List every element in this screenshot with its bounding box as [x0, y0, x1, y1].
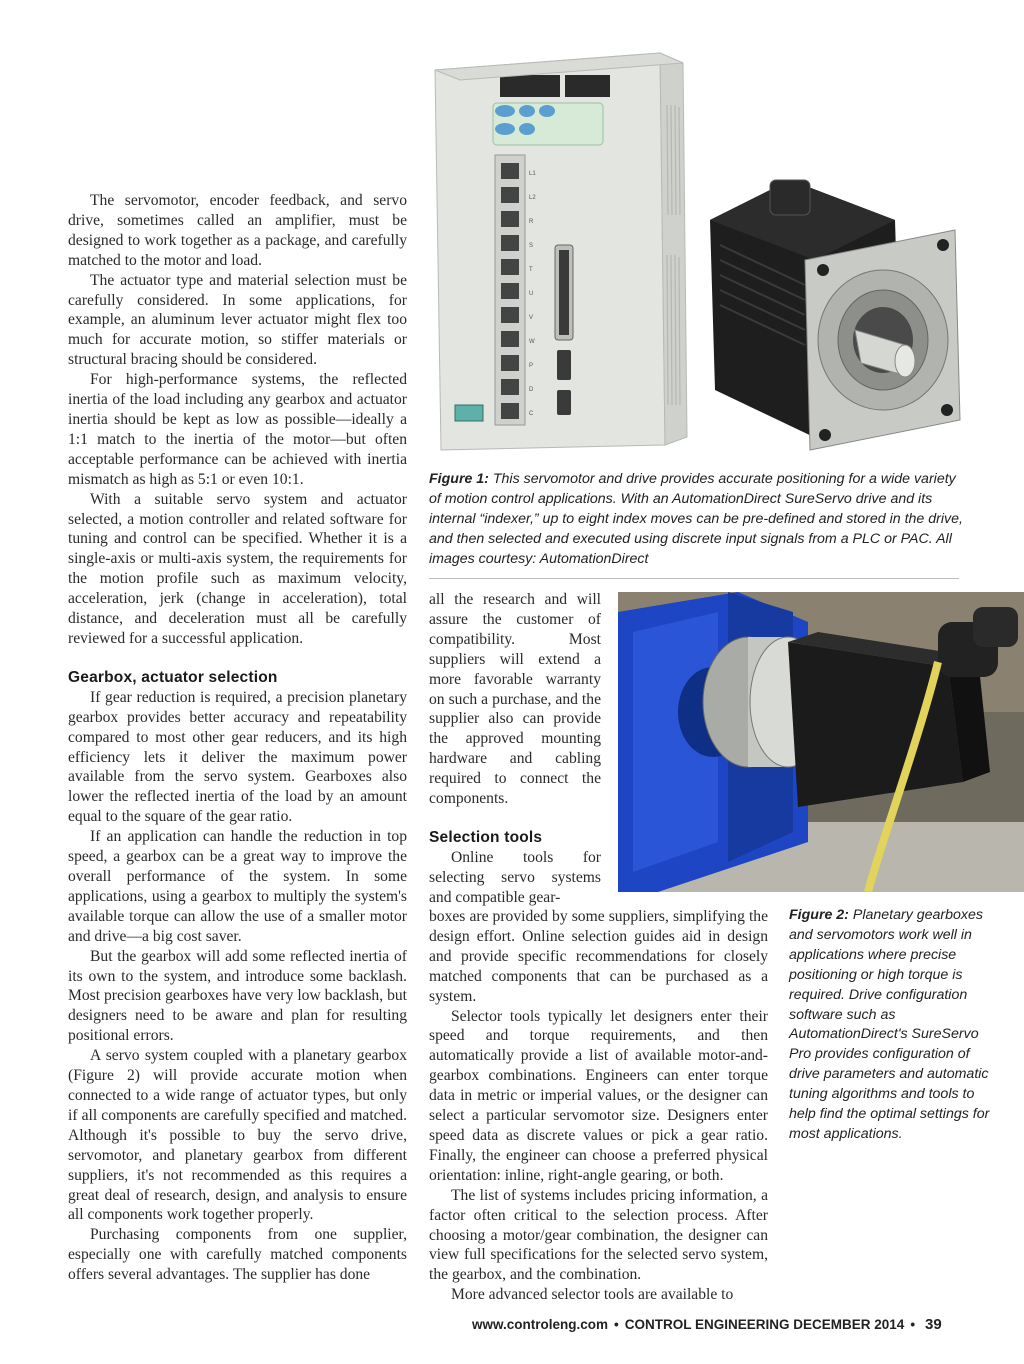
caption-divider [429, 578, 959, 579]
figure1-caption-text: This servomotor and drive provides accurate positioning for a wide variety of motion control applications. With an AutomationDirect SureServo drive and its internal “indexer,” up to eight index moves can be pre-defined and stored in the drive, and then selected and executed using discrete input signals from a PLC or PAC. All images courtesy: AutomationDirect [429, 471, 963, 567]
drive-label-l1: L1 [529, 171, 536, 177]
drive-label-u: U [529, 291, 534, 297]
drive-label-c: C [529, 411, 534, 417]
footer-magazine: CONTROL ENGINEERING DECEMBER 2014 [624, 1317, 905, 1332]
paragraph: If gear reduction is required, a precision planetary gearbox provides better accuracy and repeatability compared to most other gear reducers, and its high efficiency lets it deliver the maximum power available from the servo system. Gearboxes also lower the reflected inertia of the load by an amount equal to the square of the gear ratio. [68, 688, 407, 826]
page-number: 39 [925, 1316, 942, 1333]
article-column-1 [68, 191, 407, 1285]
paragraph: Selector tools typically let designers enter their speed and torque requirements, and then automatically provide a list of available motor-and-gearbox combinations. Engineers can enter torque data in metric or imperial values, or the designer can select a particular servomotor size. Designers enter speed data as discrete values or pick a gear ratio. Finally, the engineer can choose a preferred physical orientation: inline, right-angle gearing, or both. [429, 1007, 768, 1184]
figure2-caption-text: Planetary gearboxes and servomotors work well in applications where precise positioning or high torque is required. Drive configuration software such as AutomationDirect's SureServo Pro provides configuration of drive parameters and automatic tuning algorithms and tools to help find the optimal settings for most applications. [789, 907, 990, 1142]
section-heading-selection-tools: Selection tools [429, 828, 543, 846]
footer-url: www.controleng.com [472, 1317, 609, 1332]
article-column-2-narrow [429, 590, 601, 908]
paragraph: If an application can handle the reduction in top speed, a gearbox can be a great way to improve the overall performance of the system. In some applications, using a gearbox to multiply the system's available torque can allow the use of a smaller motor and drive—a big cost saver. [68, 828, 407, 945]
figure2-label: Figure 2: [789, 907, 849, 923]
drive-label-l2: L2 [529, 195, 536, 201]
figure1-photo [425, 45, 980, 465]
paragraph: all the research and will assure the customer of compatibility. Most suppliers will extend a more favorable warranty on such a purchase, and the supplier also can provide the approved mounting hardware and cabling required to connect the components. [429, 591, 601, 808]
drive-label-p: P [529, 363, 534, 369]
paragraph: A servo system coupled with a planetary gearbox (Figure 2) will provide accurate motion when connected to a wide range of actuator types, but only if all components are carefully specified and matched. Although it's possible to buy the servo drive, servomotor, and planetary gearbox from different suppliers, it's not recommended as this requires a great deal of research, design, and analysis to ensure all components work together properly. [68, 1047, 407, 1224]
paragraph: The servomotor, encoder feedback, and servo drive, sometimes called an amplifier, must be designed to work together as a package, and carefully matched to the motor and load. [68, 192, 407, 269]
drive-label-v: V [529, 315, 534, 321]
paragraph: More advanced selector tools are available to [451, 1286, 734, 1304]
paragraph: boxes are provided by some suppliers, simplifying the design effort. Online selection guides aid in design and provide specific recommendations for closely matched components that can be purchased as a system. [429, 908, 768, 1005]
drive-label-w: W [529, 339, 535, 345]
paragraph: The list of systems includes pricing information, a factor often critical to the selection process. After choosing a motor/gear combination, the designer can view full specifications for the selected servo system, the gearbox, and the combination. [429, 1186, 768, 1284]
servomotor-illustration [710, 180, 960, 450]
servo-drive-illustration [435, 53, 687, 450]
article-column-2 [429, 907, 768, 1305]
figure1-label: Figure 1: [429, 471, 489, 487]
paragraph: But the gearbox will add some reflected inertia of its own to the system, and introduce some backlash. Most precision gearboxes have very low backlash, but designers need to be aware and plan for resulting positional errors. [68, 947, 407, 1045]
figure2-caption [789, 906, 999, 1145]
paragraph: With a suitable servo system and actuator selected, a motion controller and related software for tuning and control can be specified. Whether it is a single-axis or multi-axis system, the requirements for the motion profile such as maximum velocity, acceleration, jerk (change in acceleration), total distance, and deceleration must all be carefully reviewed for a successful application. [68, 490, 407, 647]
paragraph: Online tools for selecting servo systems and compatible gear- [429, 848, 601, 906]
drive-label-d: D [529, 387, 534, 393]
page-footer [472, 1316, 972, 1333]
drive-label-r: R [529, 219, 534, 225]
bullet-separator: • [614, 1317, 619, 1332]
paragraph: The actuator type and material selection must be carefully considered. In some applications, for example, an aluminum lever actuator might flex too much for accurate motion, so stiffer materials or structural bracing should be considered. [68, 271, 407, 369]
drive-label-t: T [529, 267, 533, 273]
drive-label-s: S [529, 243, 534, 249]
paragraph: Purchasing components from one supplier, especially one with carefully matched components offers several advantages. The supplier has done [68, 1226, 407, 1284]
bullet-separator: • [910, 1317, 916, 1332]
paragraph: For high-performance systems, the reflected inertia of the load including any gearbox and actuator inertia should be kept as low as possible—ideally a 1:1 match to the inertia of the motor—but often acceptable performance can be achieved with inertia mismatch as high as 5:1 or even 10:1. [68, 371, 407, 488]
figure2-photo [618, 592, 1024, 892]
figure1-caption [429, 470, 969, 570]
section-heading-gearbox: Gearbox, actuator selection [68, 668, 278, 686]
